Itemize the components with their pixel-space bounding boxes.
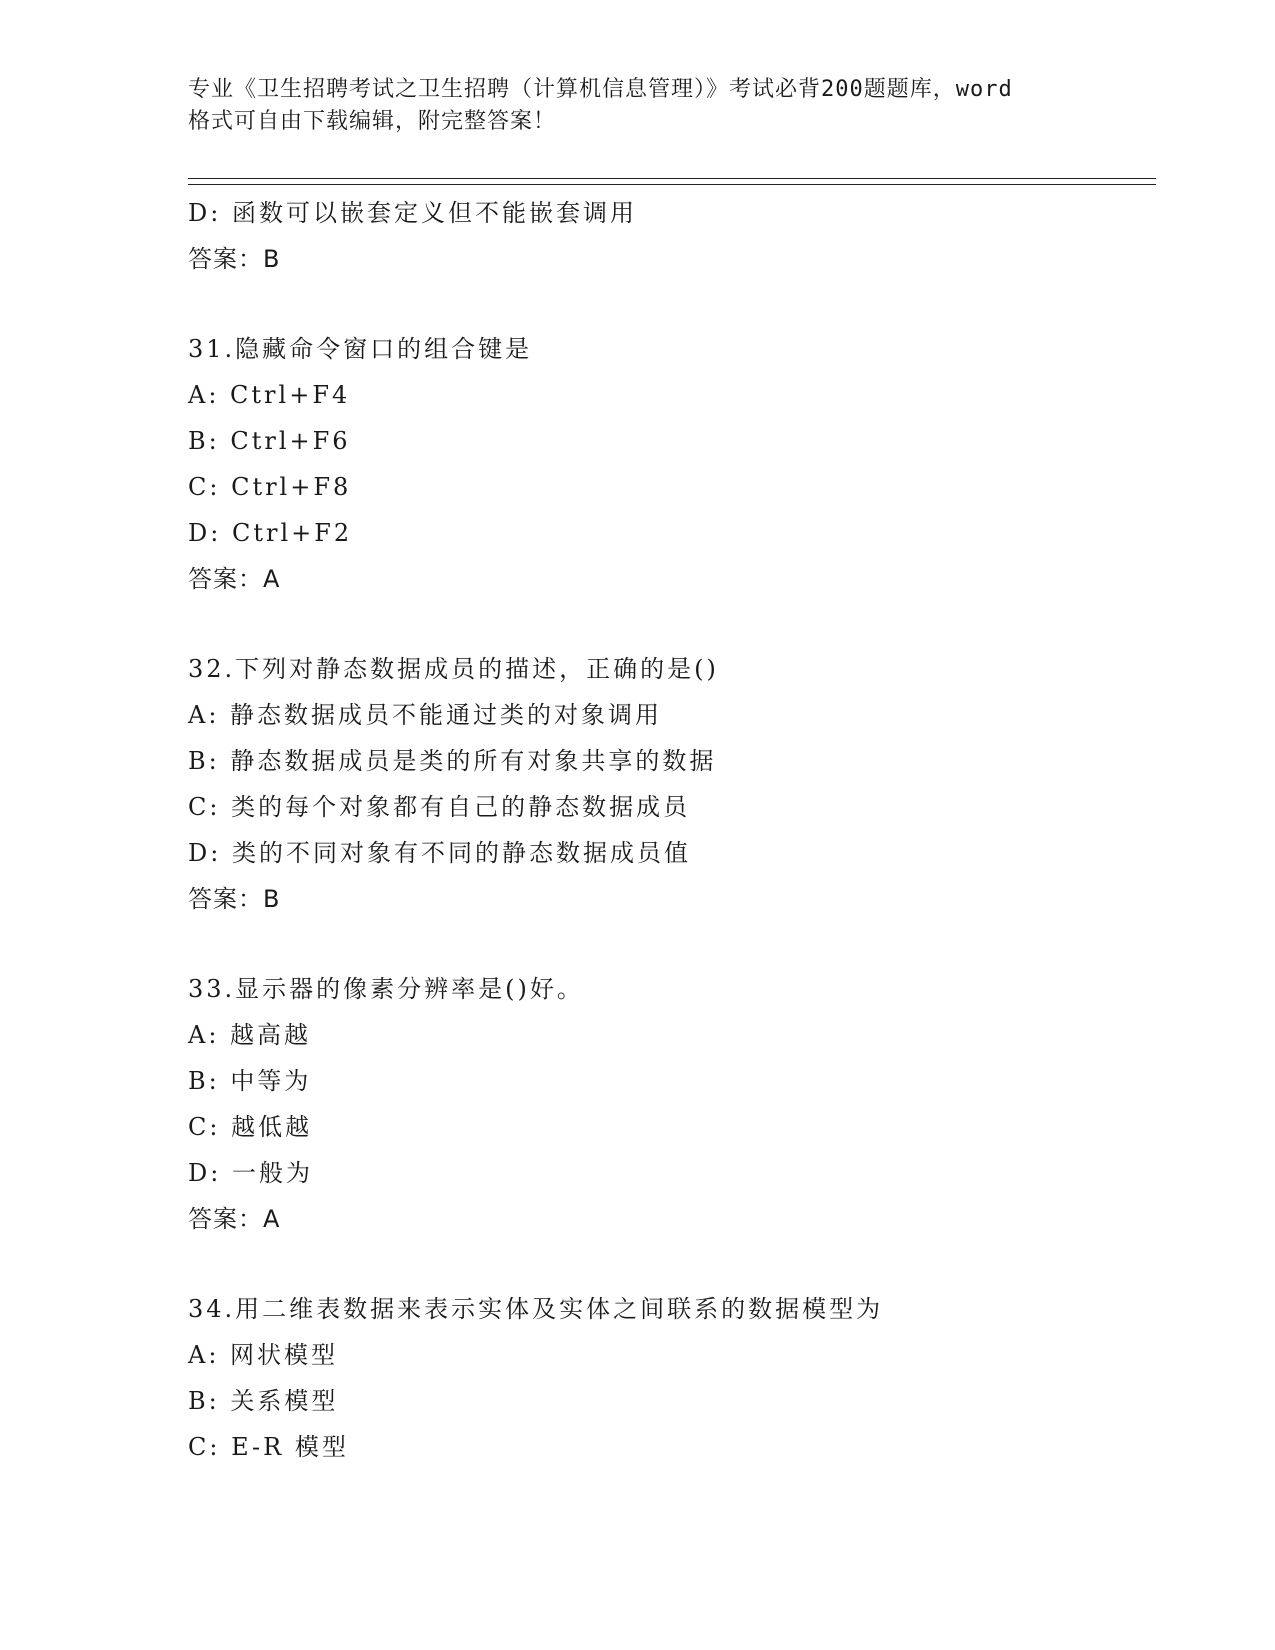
question-34 xyxy=(188,1286,1156,1470)
option-d: D: 类的不同对象有不同的静态数据成员值 xyxy=(188,839,691,867)
option-a: A: 静态数据成员不能通过类的对象调用 xyxy=(188,701,663,729)
option-c: C: Ctrl+F8 xyxy=(188,473,352,501)
question-33 xyxy=(188,966,1156,1242)
answer-line: 答案：B xyxy=(188,245,281,273)
option-b: B: 静态数据成员是类的所有对象共享的数据 xyxy=(188,747,717,775)
option-c: C: 越低越 xyxy=(188,1113,313,1141)
option-a: A: 越高越 xyxy=(188,1021,312,1049)
option-d: D: Ctrl+F2 xyxy=(188,519,353,547)
option-a: A: 网状模型 xyxy=(188,1341,339,1369)
option-b: B: Ctrl+F6 xyxy=(188,427,351,455)
option-b: B: 中等为 xyxy=(188,1067,312,1095)
question-32 xyxy=(188,646,1156,922)
answer-line: 答案：A xyxy=(188,565,281,593)
question-title: 32.下列对静态数据成员的描述，正确的是() xyxy=(188,655,719,683)
option-a: A: Ctrl+F4 xyxy=(188,381,351,409)
answer-line: 答案：A xyxy=(188,1205,281,1233)
question-title: 34.用二维表数据来表示实体及实体之间联系的数据模型为 xyxy=(188,1295,884,1323)
header-divider-bottom xyxy=(188,184,1156,185)
header-divider-top xyxy=(188,178,1156,179)
answer-line: 答案：B xyxy=(188,885,281,913)
option-b: B: 关系模型 xyxy=(188,1387,339,1415)
header-line-1: 专业《卫生招聘考试之卫生招聘（计算机信息管理）》考试必背200题题库，word xyxy=(188,77,1013,102)
option-c: C: E-R 模型 xyxy=(188,1433,349,1461)
option-d: D: 函数可以嵌套定义但不能嵌套调用 xyxy=(188,199,637,227)
document-header xyxy=(188,74,1088,138)
header-line-2: 格式可自由下载编辑，附完整答案！ xyxy=(188,109,557,134)
question-title: 31.隐藏命令窗口的组合键是 xyxy=(188,335,533,363)
question-30-tail xyxy=(188,190,1156,282)
option-c: C: 类的每个对象都有自己的静态数据成员 xyxy=(188,793,691,821)
question-list xyxy=(188,190,1156,1470)
question-title: 33.显示器的像素分辨率是()好。 xyxy=(188,975,584,1003)
question-31 xyxy=(188,326,1156,602)
option-d: D: 一般为 xyxy=(188,1159,313,1187)
